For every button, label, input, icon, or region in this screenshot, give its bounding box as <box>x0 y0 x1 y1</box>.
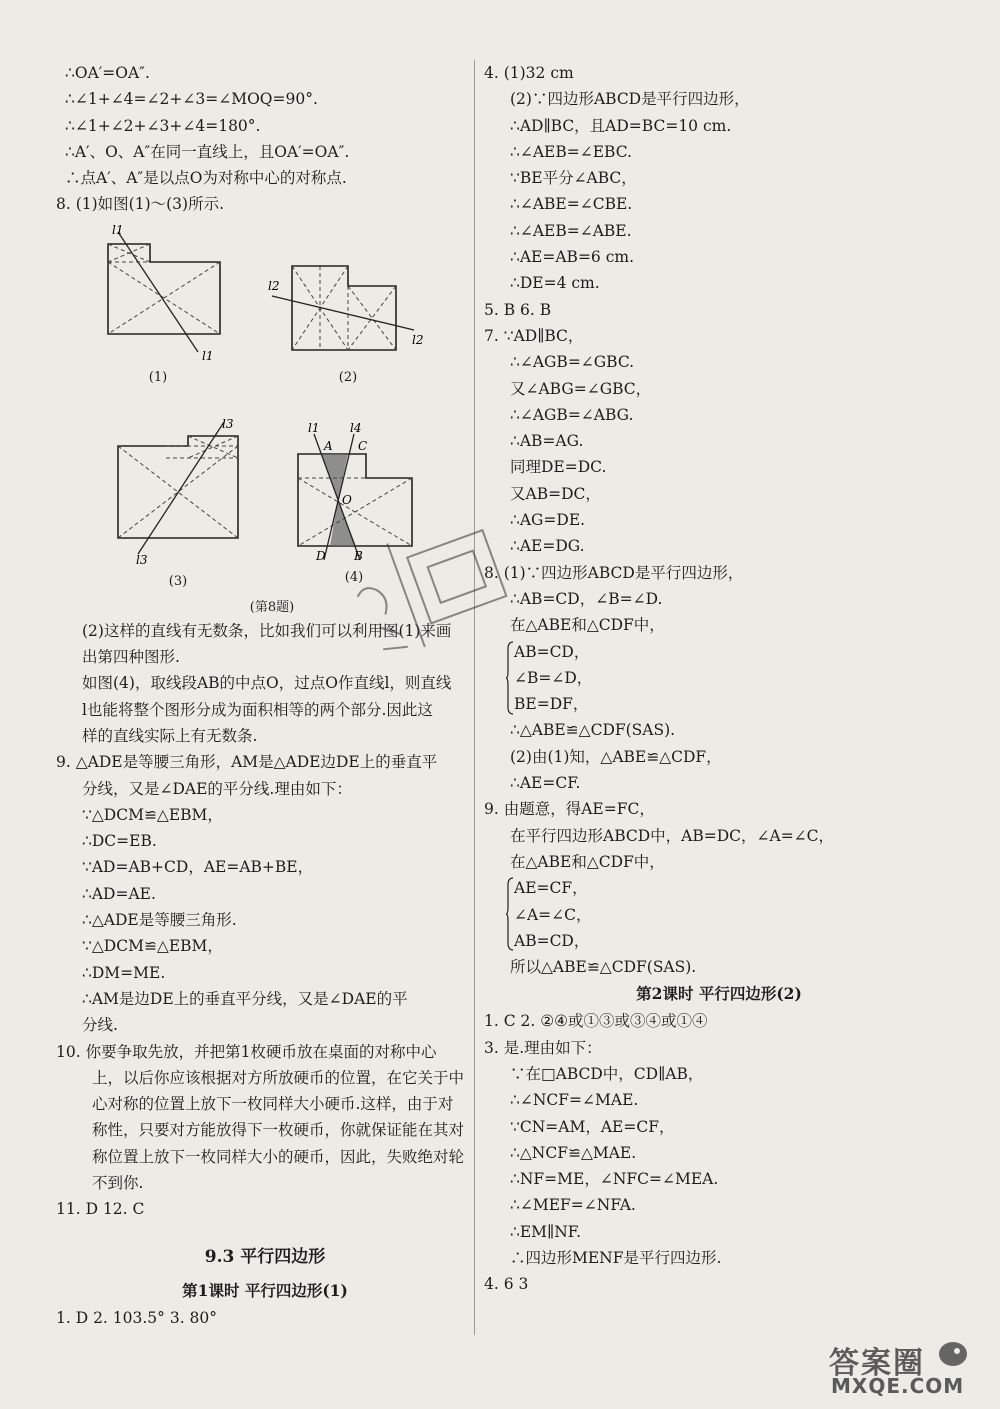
text-line: 分线. <box>82 1016 118 1035</box>
text-line: ∴∠ABE=∠CBE. <box>510 195 633 214</box>
label-l1: l1 <box>112 223 124 237</box>
text-line: ∴∠AGB=∠ABG. <box>510 405 634 424</box>
lesson-title: 第2课时 平行四边形(2) <box>636 984 802 1004</box>
label-l4: l4 <box>350 420 362 435</box>
text-line: ∴DE=4 cm. <box>510 274 600 293</box>
right-column <box>484 60 954 1298</box>
text-line: ∴NF=ME，∠NFC=∠MEA. <box>510 1170 719 1189</box>
text-line: (2)这样的直线有无数条，比如我们可以利用图(1)来画 <box>82 621 452 640</box>
label-l2: l2 <box>412 332 424 347</box>
stamp-watermark <box>340 510 530 670</box>
text-line: 样的直线实际上有无数条. <box>82 726 258 745</box>
label-l3: l3 <box>136 552 148 567</box>
section-title: 9.3 平行四边形 <box>204 1246 326 1267</box>
text-line: ∴AE=DG. <box>510 537 585 556</box>
text-line: (2)由(1)知，△ABE≌△CDF， <box>510 747 722 766</box>
brace-line: AE=CF， <box>514 879 588 898</box>
question-4-line: 4. 6 3 <box>484 1275 529 1294</box>
left-column <box>56 60 474 1331</box>
question-5-line: 5. B 6. B <box>484 300 552 319</box>
brace-line: ∠A=∠C， <box>514 905 592 924</box>
curly-brace-icon <box>506 877 514 951</box>
label-l3: l3 <box>222 417 234 431</box>
text-line: 同理DE=DC. <box>510 458 607 477</box>
figure-1 <box>96 224 236 364</box>
brace-line: BE=DF， <box>514 695 589 714</box>
text-line: ∴EM∥NF. <box>510 1222 582 1241</box>
text-line: ∴∠MEF=∠NFA. <box>510 1196 636 1215</box>
text-line: 心对称的位置上放下一枚同样大小硬币.这样，由于对 <box>92 1095 454 1114</box>
label-l2: l2 <box>268 278 280 293</box>
text-line: 称性，只要对方能放得下一枚硬币，你就保证能在其对 <box>92 1121 465 1140</box>
text-line: ∴DC=EB. <box>82 832 157 851</box>
label-C: C <box>358 438 368 453</box>
text-line: 所以△ABE≌△CDF(SAS). <box>510 958 697 977</box>
text-line: 在平行四边形ABCD中，AB=DC，∠A=∠C， <box>510 826 835 845</box>
brace-line: AB=CD， <box>514 931 590 950</box>
question-9-line: 9. 由题意，得AE=FC， <box>484 800 655 819</box>
text-line: ∴∠1+∠2+∠3+∠4=180°. <box>65 116 261 135</box>
text-line: ∴AD=AE. <box>82 884 156 903</box>
text-line: ∴AM是边DE上的垂直平分线，又是∠DAE的平 <box>82 989 408 1008</box>
text-line: ∵BE平分∠ABC， <box>510 169 637 188</box>
text-line: ∴△ABE≌△CDF(SAS). <box>510 721 676 740</box>
question-8-line: 8. (1)∵四边形ABCD是平行四边形， <box>484 563 744 582</box>
brace-line: ∠B=∠D， <box>514 668 593 687</box>
text-line: 如图(4)，取线段AB的中点O，过点O作直线l，则直线 <box>82 674 452 693</box>
question-7-line: 7. ∵AD∥BC， <box>484 326 584 345</box>
text-line: ∵在□ABCD中，CD∥AB， <box>510 1064 704 1083</box>
label-O: O <box>342 492 352 507</box>
figure-caption: (4) <box>344 569 364 585</box>
text-line: 分线，又是∠DAE的平分线.理由如下： <box>82 779 352 798</box>
label-D: D <box>316 548 326 563</box>
lesson-2-answers: 1. C 2. ②④或①③或③④或①④ <box>484 1012 708 1031</box>
question-3-line: 3. 是.理由如下： <box>484 1038 602 1057</box>
logo-url: MXQE.COM <box>831 1374 965 1398</box>
text-line: 上，以后你应该根据对方所放硬币的位置，在它关于中 <box>92 1068 465 1087</box>
figure-caption: (2) <box>338 369 358 385</box>
brace-group <box>484 875 954 954</box>
figure-caption: (3) <box>168 573 188 589</box>
label-l1: l1 <box>308 420 320 435</box>
label-B: B <box>354 548 363 563</box>
figure-2 <box>266 258 426 368</box>
text-line: ∴OA′=OA″. <box>65 64 150 82</box>
text-line: 在△ABE和△CDF中， <box>510 616 665 635</box>
text-line: l也能将整个图形分成为面积相等的两个部分.因此这 <box>82 700 433 719</box>
text-line: (2)∵四边形ABCD是平行四边形， <box>510 90 750 109</box>
text-line: ∴AD∥BC，且AD=BC=10 cm. <box>510 116 732 135</box>
text-line: ∴四边形MENF是平行四边形. <box>510 1249 722 1268</box>
lesson-title: 第1课时 平行四边形(1) <box>182 1280 348 1300</box>
text-line: 不到你. <box>92 1174 144 1193</box>
text-line: ∵CN=AM，AE=CF， <box>510 1117 675 1136</box>
text-line: ∴∠NCF=∠MAE. <box>510 1091 639 1110</box>
column-divider <box>474 60 475 1335</box>
text-line: ∴∠AEB=∠ABE. <box>510 221 632 240</box>
brace-line: AB=CD， <box>514 642 590 661</box>
text-line: ∴DM=ME. <box>82 963 166 982</box>
text-line: ∴∠AEB=∠EBC. <box>510 142 632 161</box>
label-l1: l1 <box>202 348 214 363</box>
text-line: ∵AD=AB+CD，AE=AB+BE， <box>82 858 314 877</box>
question-11-line: 11. D 12. C <box>56 1200 145 1219</box>
text-line: 又∠ABG=∠GBC， <box>510 379 652 398</box>
text-line: ∴点A′、A″是以点O为对称中心的对称点. <box>65 169 347 188</box>
text-line: 又AB=DC， <box>510 484 601 503</box>
question-10-line: 10. 你要争取先放，并把第1枚硬币放在桌面的对称中心 <box>56 1042 437 1061</box>
text-line: ∵△DCM≌△EBM， <box>82 937 223 956</box>
site-logo <box>821 1334 986 1399</box>
text-line: ∴AE=CF. <box>510 774 581 793</box>
text-line: ∴△ADE是等腰三角形. <box>82 911 237 930</box>
question-8-header: 8. (1)如图(1)～(3)所示. <box>56 195 225 214</box>
text-line: ∴A′、O、A″在同一直线上，且OA′=OA″. <box>65 142 350 161</box>
text-line: ∴AB=AG. <box>510 432 584 451</box>
text-line: 称位置上放下一枚同样大小的硬币，因此，失败绝对轮 <box>92 1147 465 1166</box>
text-line: ∵△DCM≌△EBM， <box>82 805 223 824</box>
text-line: ∴AE=AB=6 cm. <box>510 248 635 267</box>
question-9-line: 9. △ADE是等腰三角形，AM是△ADE边DE上的垂直平 <box>56 753 438 772</box>
brace-group <box>484 639 954 718</box>
lesson-1-answers: 1. D 2. 103.5° 3. 80° <box>56 1308 218 1327</box>
text-line: 在△ABE和△CDF中， <box>510 852 665 871</box>
text-line: ∴AB=CD，∠B=∠D. <box>510 589 663 608</box>
text-line: ∴AG=DE. <box>510 511 586 530</box>
question-4-line: 4. (1)32 cm <box>484 64 574 82</box>
figure-title: (第8题) <box>249 599 295 615</box>
label-A: A <box>324 438 333 453</box>
text-line: ∴△NCF≌△MAE. <box>510 1143 637 1162</box>
text-line: ∴∠1+∠4=∠2+∠3=∠MOQ=90°. <box>65 90 318 109</box>
text-line: ∴∠AGB=∠GBC. <box>510 353 635 372</box>
logo-text: 答案圈 <box>829 1346 925 1381</box>
figure-3 <box>106 418 256 568</box>
text-line: 出第四种图形. <box>82 648 180 667</box>
figure-caption: (1) <box>148 369 168 385</box>
